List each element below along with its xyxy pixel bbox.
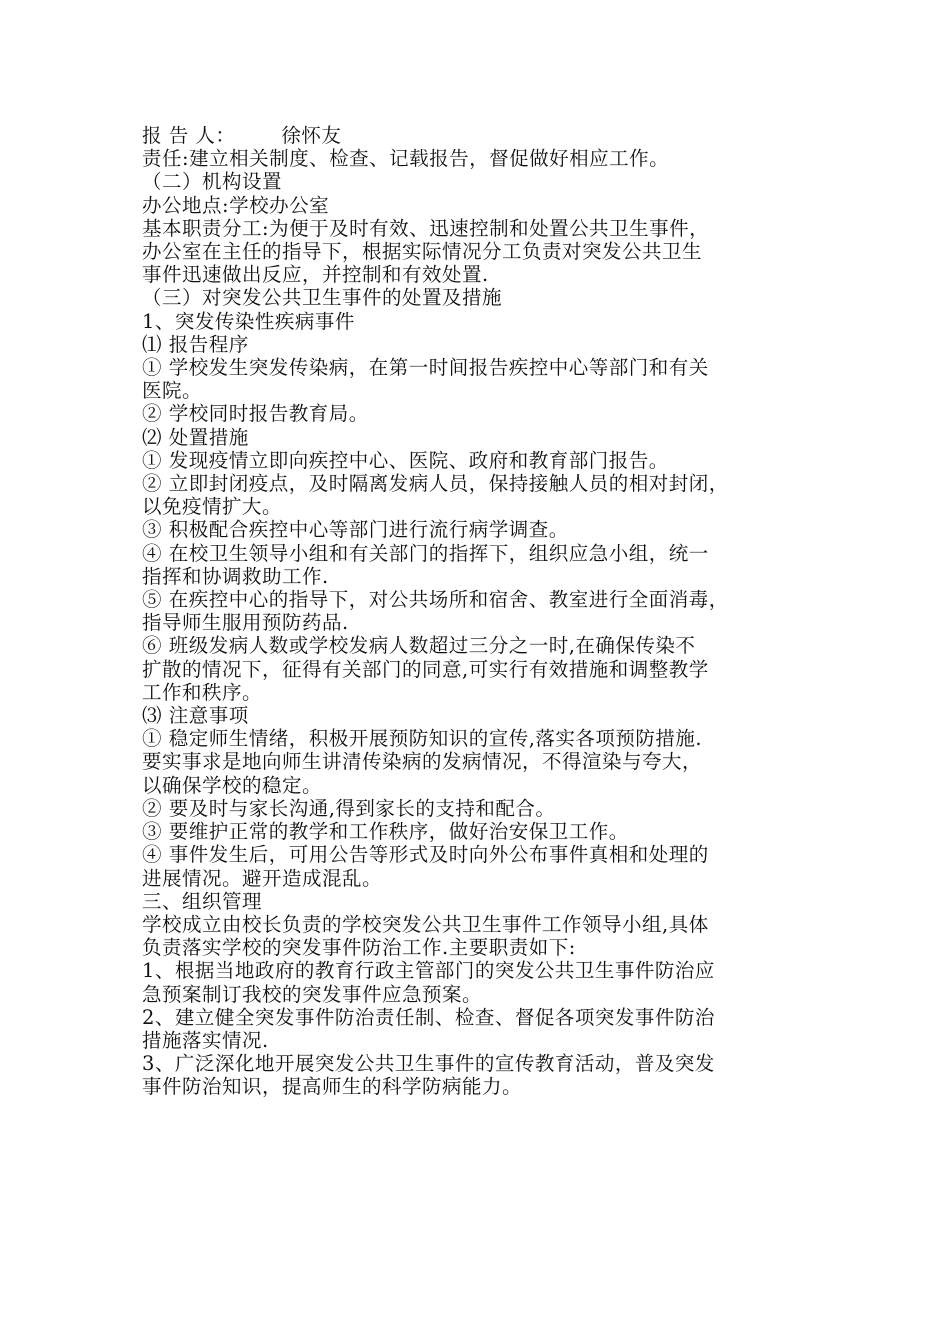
- subsection-heading: 1、突发传染性疾病事件: [142, 309, 355, 333]
- section-heading: （三）对突发公共卫生事件的处置及措施: [142, 286, 503, 310]
- text-line: 基本职责分工:为便于及时有效、迅速控制和处置公共卫生事件，: [142, 216, 710, 240]
- text-line: 2、建立健全突发事件防治责任制、检查、督促各项突发事件防治: [142, 1005, 715, 1029]
- text-line: ⑥ 班级发病人数或学校发病人数超过三分之一时,在确保传染不: [142, 634, 696, 658]
- text-line: 指挥和协调救助工作.: [142, 564, 329, 588]
- reporter-name: 徐怀友: [281, 124, 342, 147]
- text-line: 学校成立由校长负责的学校突发公共卫生事件工作领导小组,具体: [142, 912, 709, 936]
- text-line: ③ 积极配合疾控中心等部门进行流行病学调查。: [142, 518, 569, 542]
- text-line: 措施落实情况.: [142, 1028, 269, 1052]
- document-page: [142, 124, 802, 1099]
- text-line: 办公地点:学校办公室: [142, 193, 330, 217]
- text-line: 1、根据当地政府的教育行政主管部门的突发公共卫生事件防治应: [142, 959, 715, 983]
- text-line: ④ 事件发生后，可用公告等形式及时向外公布事件真相和处理的: [142, 843, 709, 867]
- text-line: 医院。: [142, 379, 203, 403]
- text-line: ① 学校发生突发传染病，在第一时间报告疾控中心等部门和有关: [142, 356, 709, 380]
- section-heading: （二）机构设置: [142, 170, 283, 194]
- text-line: 事件迅速做出反应，并控制和有效处置.: [142, 263, 489, 287]
- text-line: ⑤ 在疾控中心的指导下，对公共场所和宿舍、教室进行全面消毒，: [142, 588, 729, 612]
- section-heading: 三、组织管理: [142, 889, 263, 913]
- text-line: ③ 要维护正常的教学和工作秩序，做好治安保卫工作。: [142, 820, 629, 844]
- text-line: 事件防治知识，提高师生的科学防病能力。: [142, 1075, 523, 1099]
- text-line: ② 立即封闭疫点，及时隔离发病人员，保持接触人员的相对封闭，: [142, 472, 729, 496]
- text-line: 办公室在主任的指导下，根据实际情况分工负责对突发公共卫生: [142, 240, 703, 264]
- subsection-heading: ⑵ 处置措施: [142, 425, 249, 449]
- text-line: 负责落实学校的突发事件防治工作.主要职责如下:: [142, 936, 576, 960]
- subsection-heading: ⑴ 报告程序: [142, 332, 249, 356]
- text-line: 扩散的情况下，征得有关部门的同意,可实行有效措施和调整教学: [142, 657, 709, 681]
- text-line: 工作和秩序。: [142, 680, 263, 704]
- text-line: 急预案制订我校的突发事件应急预案。: [142, 982, 483, 1006]
- text-line: ① 发现疫情立即向疾控中心、医院、政府和教育部门报告。: [142, 448, 669, 472]
- text-line: ② 学校同时报告教育局。: [142, 402, 369, 426]
- text-line: 以确保学校的稳定。: [142, 773, 323, 797]
- text-line: 进展情况。避开造成混乱。: [142, 866, 383, 890]
- text-line: ④ 在校卫生领导小组和有关部门的指挥下，组织应急小组，统一: [142, 541, 709, 565]
- reporter-label: 报 告 人：: [142, 124, 236, 147]
- reporter-line: [142, 124, 802, 147]
- text-line: 指导师生服用预防药品.: [142, 611, 349, 635]
- text-line: 3、广泛深化地开展突发公共卫生事件的宣传教育活动，普及突发: [142, 1052, 715, 1076]
- text-line: ① 稳定师生情绪，积极开展预防知识的宣传,落实各项预防措施.: [142, 727, 703, 751]
- text-line: ② 要及时与家长沟通,得到家长的支持和配合。: [142, 796, 556, 820]
- text-line: 要实事求是地向师生讲清传染病的发病情况，不得渲染与夸大，: [142, 750, 703, 774]
- subsection-heading: ⑶ 注意事项: [142, 704, 249, 728]
- text-line: 责任:建立相关制度、检查、记载报告，督促做好相应工作。: [142, 147, 670, 171]
- text-line: 以免疫情扩大。: [142, 495, 283, 519]
